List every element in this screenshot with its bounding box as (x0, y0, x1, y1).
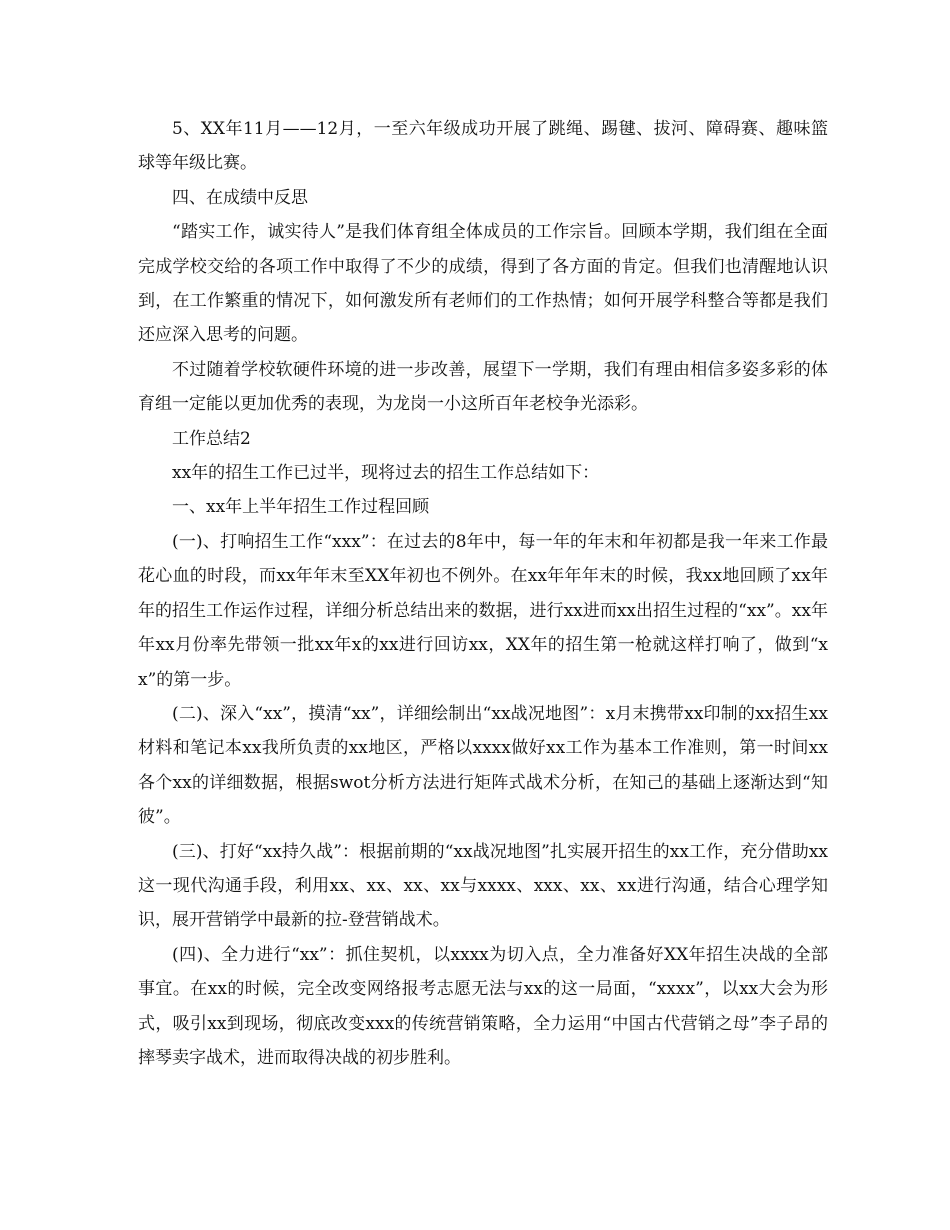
paragraph-intro: xx年的招生工作已过半，现将过去的招生工作总结如下： (172, 463, 600, 484)
title-work-summary-2: 工作总结2 (172, 428, 251, 449)
paragraph-item-3: (三)、打好“xx持久战”：根据前期的“xx战况地图”扎实展开招生的xx工作，充分借助xx这一现代沟通手段，利用xx、xx、xx、xx与xxxx、xxx、xx、xx进行沟通，结合心理学知识，展开营销学中最新的拉-登营销战术。 (138, 841, 828, 931)
paragraph-sports-events: 5、XX年11月——12月，一至六年级成功开展了跳绳、踢毽、拔河、障碍赛、趣味篮球等年级比赛。 (138, 119, 828, 174)
paragraph-outlook: 不过随着学校软硬件环境的进一步改善，展望下一学期，我们有理由相信多姿多彩的体育组一定能以更加优秀的表现，为龙岗一小这所百年老校争光添彩。 (138, 359, 828, 415)
document-page (138, 112, 828, 1075)
paragraph-item-2: (二)、深入“xx”，摸清“xx”，详细绘制出“xx战况地图”：x月末携带xx印制的xx招生xx材料和笔记本xx我所负责的xx地区，严格以xxxx做好xx工作为基本工作准则，第一时间xx各个xx的详细数据，根据swot分析方法进行矩阵式战术分析，在知己的基础上逐渐达到“知彼”。 (138, 703, 828, 828)
section-heading-reflection: 四、在成绩中反思 (172, 187, 308, 208)
section-heading-review: 一、xx年上半年招生工作过程回顾 (172, 497, 430, 518)
paragraph-reflection: “踏实工作，诚实待人”是我们体育组全体成员的工作宗旨。回顾本学期，我们组在全面完成学校交给的各项工作中取得了不少的成绩，得到了各方面的肯定。但我们也清醒地认识到，在工作繁重的情况下，如何激发所有老师们的工作热情；如何开展学科整合等都是我们还应深入思考的问题。 (138, 222, 828, 346)
paragraph-item-1: (一)、打响招生工作“xxx”：在过去的8年中，每一年的年末和年初都是我一年来工作最花心血的时段，而xx年年末至XX年初也不例外。在xx年年年末的时候，我xx地回顾了xx年年的招生工作运作过程，详细分析总结出来的数据，进行xx进而xx出招生过程的“xx”。xx年年xx月份率先带领一批xx年x的xx进行回访xx，XX年的招生第一枪就这样打响了，做到“xx”的第一步。 (138, 531, 828, 690)
paragraph-item-4: (四)、全力进行“xx”：抓住契机，以xxxx为切入点，全力准备好XX年招生决战的全部事宜。在xx的时候，完全改变网络报考志愿无法与xx的这一局面，“xxxx”，以xx大会为形式，吸引xx到现场，彻底改变xxx的传统营销策略，全力运用“中国古代营销之母”李子昂的摔琴卖字战术，进而取得决战的初步胜利。 (138, 944, 828, 1068)
